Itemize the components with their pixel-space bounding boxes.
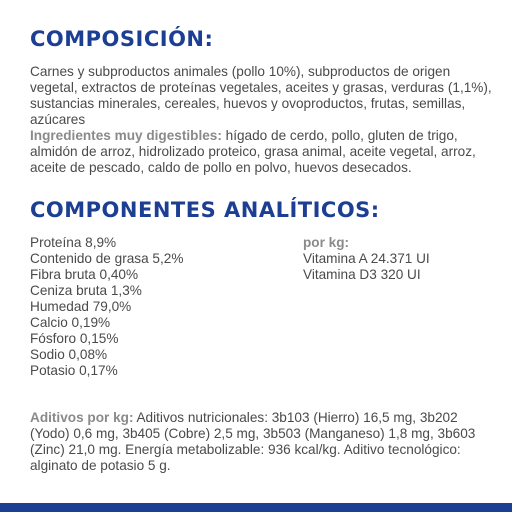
analytical-item: Ceniza bruta 1,3% — [30, 283, 142, 298]
analytical-item: Sodio 0,08% — [30, 347, 108, 362]
analytical-item: Fósforo 0,15% — [30, 331, 119, 346]
analytical-item: Calcio 0,19% — [30, 315, 111, 330]
digestible-text: hígado de cerdo, pollo, gluten de trigo, almidón de arroz, hidrolizado proteico, grasa animal, aceite vegetal, arroz, aceite de pescado, caldo de pollo en polvo, huevos desecados. — [30, 128, 476, 175]
composition-title: COMPOSICIÓN: — [30, 27, 214, 51]
analytical-item: Humedad 79,0% — [30, 299, 132, 314]
analytical-item: Proteína 8,9% — [30, 235, 117, 250]
composition-body: Carnes y subproductos animales (pollo 10%), subproductos de origen vegetal, extractos de proteínas vegetales, aceites y grasas, verduras (1,1%), sustancias minerales, cereales, huevos y ovoproductos, frutas, semillas, azúcares — [30, 64, 492, 127]
analytical-title: COMPONENTES ANALÍTICOS: — [30, 198, 380, 222]
digestible-label: Ingredientes muy digestibles: — [30, 128, 222, 143]
additives-label: Aditivos por kg: — [30, 410, 134, 425]
additives-body: Aditivos nutricionales: 3b103 (Hierro) 16,5 mg, 3b202 (Yodo) 0,6 mg, 3b405 (Cobre) 2,5 mg, 3b503 (Manganeso) 1,8 mg, 3b603 (Zinc) 21,0 mg. Energía metabolizable: 936 kcal/kg. Aditivo tecnológico: alginato de potasio 5 g. — [30, 410, 476, 473]
per-kg-item: Vitamina D3 320 UI — [303, 267, 421, 282]
analytical-item: Contenido de grasa 5,2% — [30, 251, 184, 266]
analytical-item: Fibra bruta 0,40% — [30, 267, 139, 282]
per-kg-item: Vitamina A 24.371 UI — [303, 251, 430, 266]
per-kg-label: por kg: — [303, 235, 350, 250]
per-kg-list — [303, 235, 503, 283]
composition-text — [30, 64, 500, 176]
analytical-list — [30, 235, 280, 379]
additives-text — [30, 410, 500, 474]
bottom-accent-bar — [0, 503, 512, 512]
analytical-item: Potasio 0,17% — [30, 363, 118, 378]
